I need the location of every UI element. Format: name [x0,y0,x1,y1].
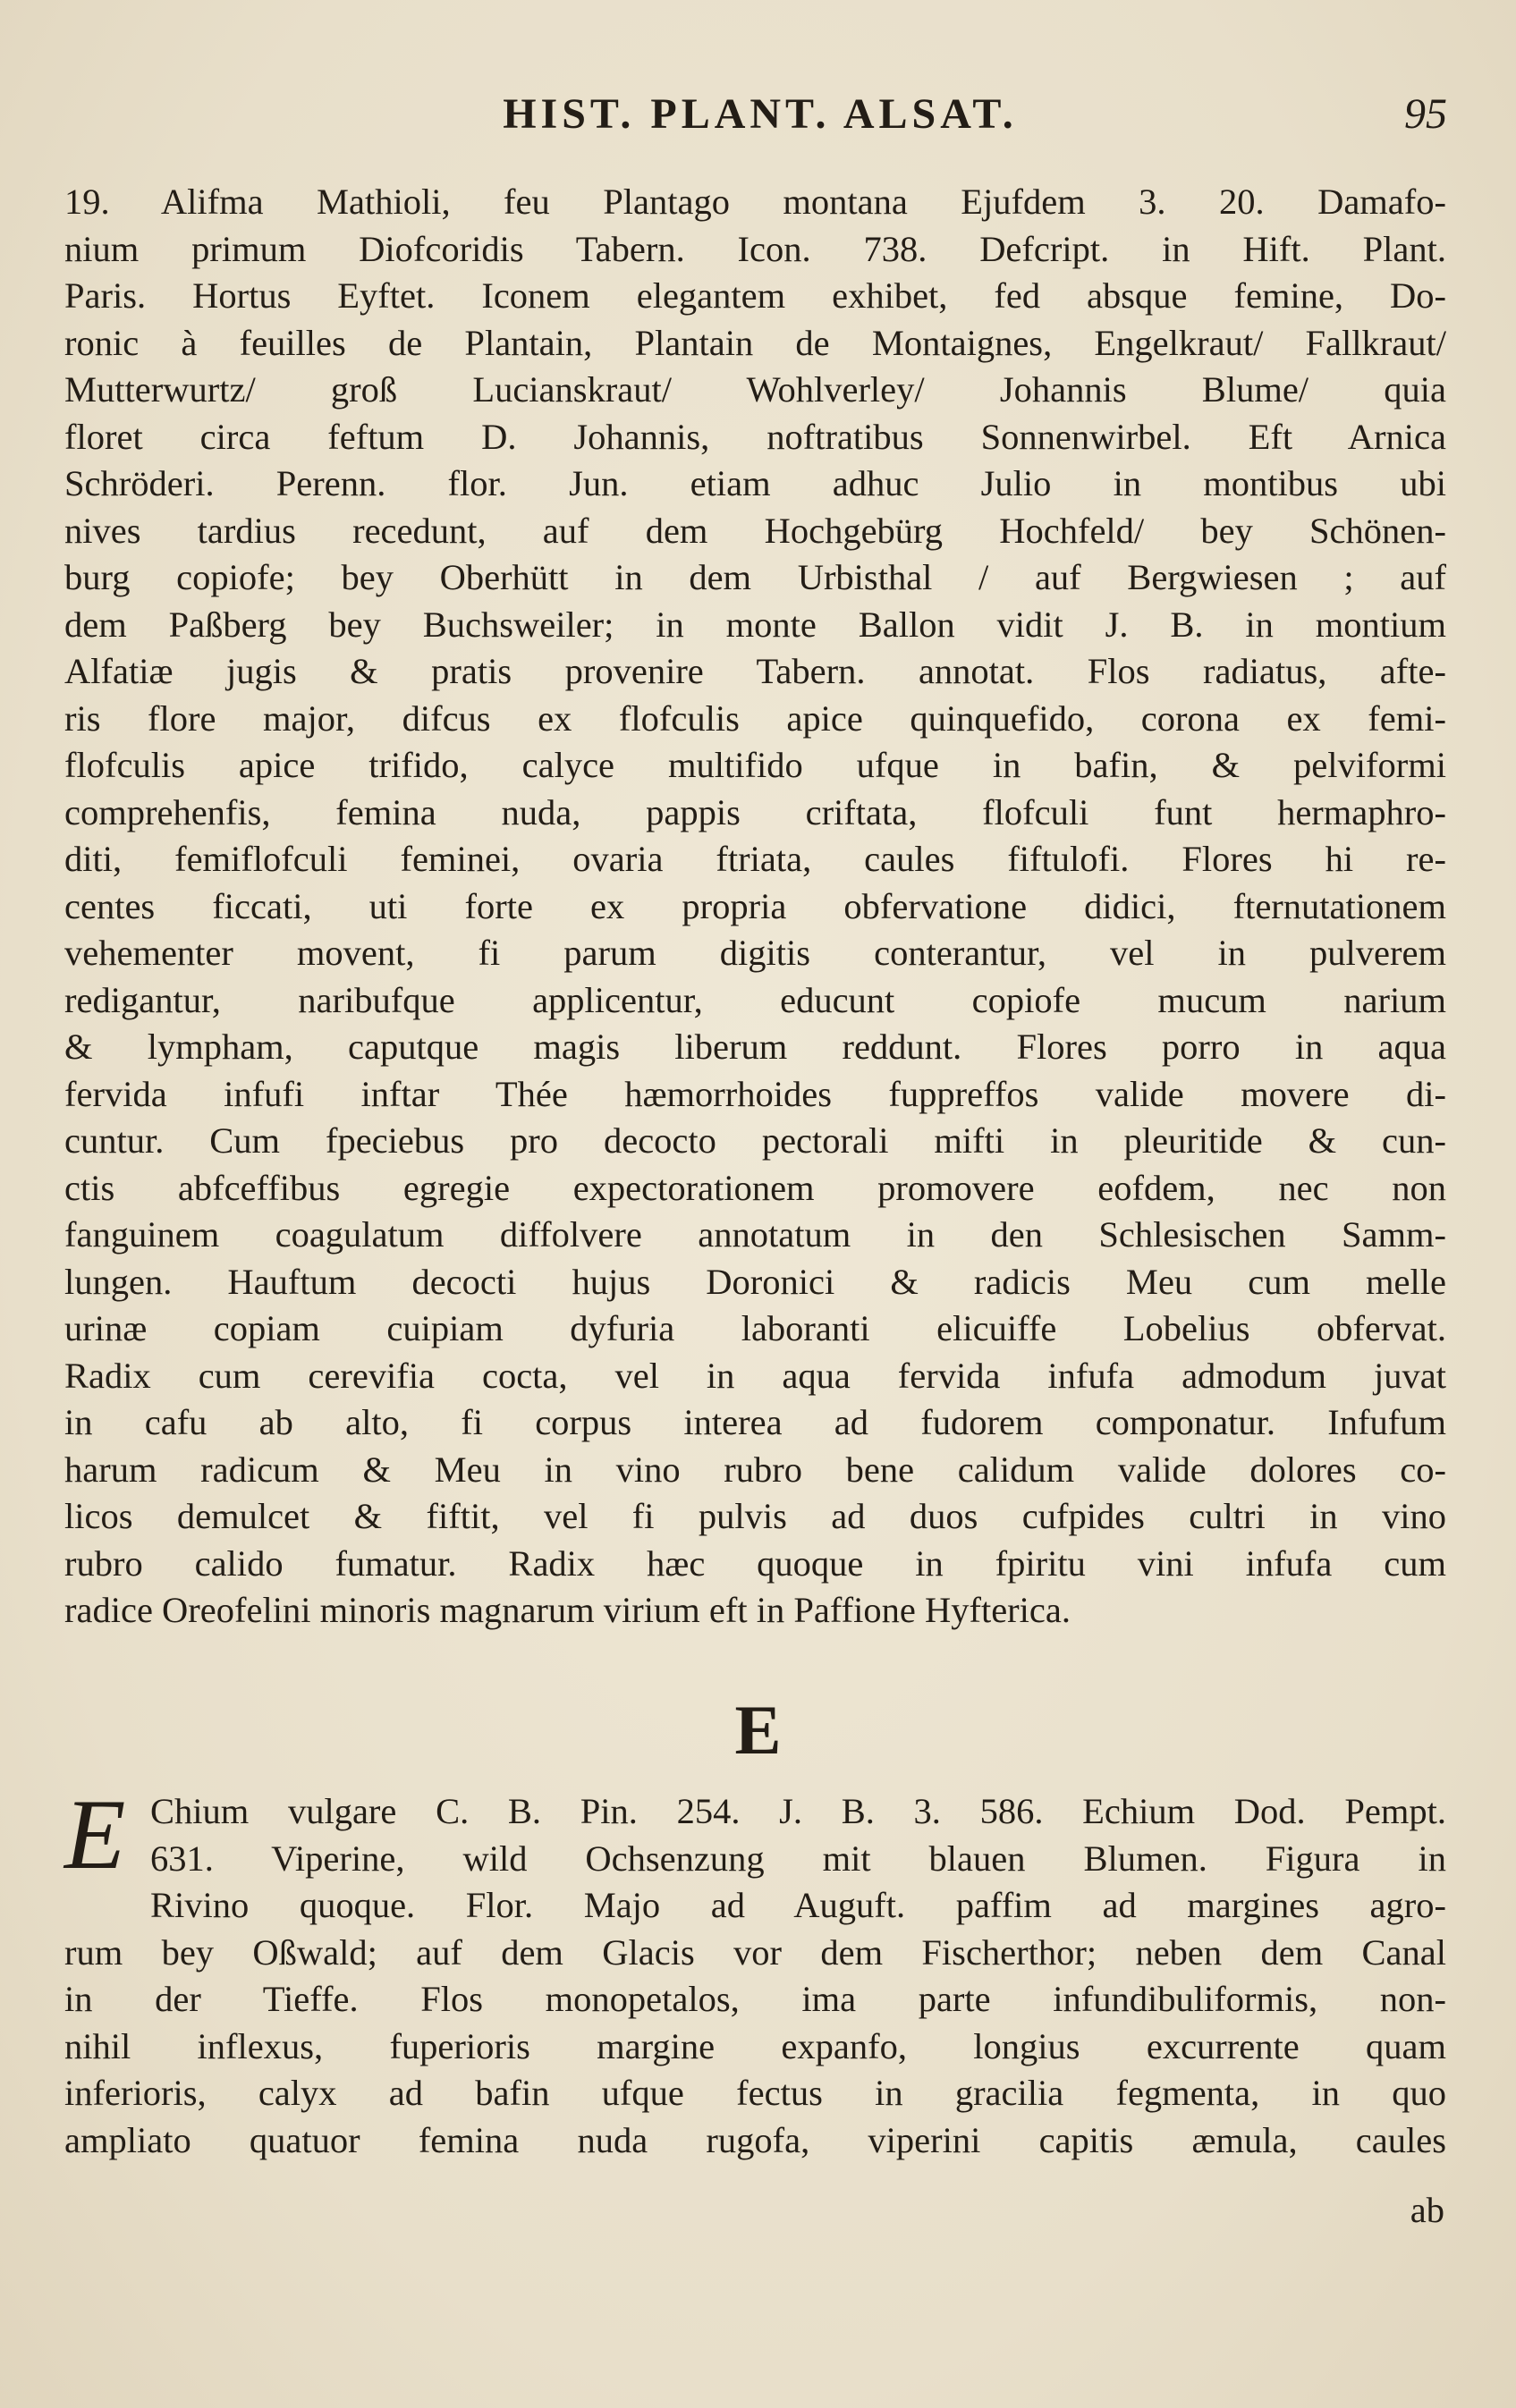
text-line: Mutterwurtz/ groß Lucianskraut/ Wohlverley/ Johannis Blume/ quia [64,369,1446,410]
text-line: & lympham, caputque magis liberum reddunt. Flores porro in aqua [64,1027,1446,1067]
text-line: rum bey Oßwald; auf dem Glacis vor dem Fischerthor; neben dem Canal [64,1931,1446,1973]
text-line: dem Paßberg bey Buchsweiler; in monte Ballon vidit J. B. in montium [64,604,1446,645]
text-line: fanguinem coagulatum diffolvere annotatum in den Schlesischen Samm- [64,1214,1446,1255]
catchword: ab [1410,2190,1444,2230]
text-line: radice Oreofelini minoris magnarum virium eft in Paffione Hyfterica. [64,1590,1071,1630]
text-line: lungen. Hauftum decocti hujus Doronici & radicis Meu cum melle [64,1261,1446,1302]
text-line: Radix cum cerevifia cocta, vel in aqua fervida infufa admodum juvat [64,1355,1446,1396]
text-line: nives tardius recedunt, auf dem Hochgebürg Hochfeld/ bey Schönen- [64,510,1446,551]
text-line: centes ficcati, uti forte ex propria obfervatione didici, fternutationem [64,885,1446,926]
running-title: HIST. PLANT. ALSAT. [503,90,1018,138]
text-line: vehementer movent, fi parum digitis conterantur, vel in pulverem [64,933,1446,973]
text-line: ctis abfceffibus egregie expectorationem promovere eofdem, nec non [64,1167,1446,1208]
text-line: nihil inflexus, fuperioris margine expanfo, longius excurrente quam [64,2025,1446,2066]
text-line: Schröderi. Perenn. flor. Jun. etiam adhuc Julio in montibus ubi [64,463,1446,503]
text-line: harum radicum & Meu in vino rubro bene calidum valide dolores co- [64,1449,1446,1490]
text-line: 631. Viperine, wild Ochsenzung mit blauen Blumen. Figura in [150,1838,1446,1879]
text-line: Rivino quoque. Flor. Majo ad Auguft. paffim ad margines agro- [150,1885,1446,1925]
drop-cap: E [64,1779,126,1890]
main-text-block [64,179,1446,1635]
page-number: 95 [1404,90,1447,138]
text-line: burg copiofe; bey Oberhütt in dem Urbisthal / auf Bergwiesen ; auf [64,557,1446,597]
echium-entry [64,1779,1446,2164]
text-line: licos demulcet & fiftit, vel fi pulvis ad duos cufpides cultri in vino [64,1496,1446,1536]
text-line: urinæ copiam cuipiam dyfuria laboranti elicuiffe Lobelius obfervat. [64,1308,1446,1348]
text-line: 19. Alifma Mathioli, feu Plantago montana Ejufdem 3. 20. Damafo- [64,182,1446,222]
text-line: ronic à feuilles de Plantain, Plantain de Montaignes, Engelkraut/ Fallkraut/ [64,322,1446,363]
section-letter-heading: E [734,1691,782,1769]
running-head [63,89,1458,143]
text-line: diti, femiflofculi feminei, ovaria ftriata, caules fiftulofi. Flores hi re- [64,839,1446,879]
text-line: in der Tieffe. Flos monopetalos, ima parte infundibuliformis, non- [64,1979,1446,2019]
text-line: Chium vulgare C. B. Pin. 254. J. B. 3. 586. Echium Dod. Pempt. [150,1791,1446,1831]
text-line: floret circa feftum D. Johannis, noftratibus Sonnenwirbel. Eft Arnica [64,416,1446,457]
text-line: Alfatiæ jugis & pratis provenire Tabern. annotat. Flos radiatus, afte- [64,651,1446,691]
text-line: comprehenfis, femina nuda, pappis criftata, flofculi funt hermaphro- [64,791,1446,832]
text-line: cuntur. Cum fpeciebus pro decocto pectorali mifti in pleuritide & cun- [64,1120,1446,1161]
text-line: redigantur, naribufque applicentur, educunt copiofe mucum narium [64,979,1446,1020]
text-line: in cafu ab alto, fi corpus interea ad fudorem componatur. Infufum [64,1402,1446,1442]
text-line: nium primum Diofcoridis Tabern. Icon. 738. Defcript. in Hift. Plant. [64,228,1446,269]
text-line: ris flore major, difcus ex flofculis apice quinquefido, corona ex femi- [64,697,1446,739]
text-line: fervida infufi inftar Thée hæmorrhoides fuppreffos valide movere di- [64,1073,1446,1114]
text-line: ampliato quatuor femina nuda rugofa, viperini capitis æmula, caules [64,2119,1446,2160]
text-line: rubro calido fumatur. Radix hæc quoque in fpiritu vini infufa cum [64,1542,1446,1584]
text-line: inferioris, calyx ad bafin ufque fectus in gracilia fegmenta, in quo [64,2073,1446,2113]
text-line: flofculis apice trifido, calyce multifido ufque in bafin, & pelviformi [64,745,1446,785]
text-line: Paris. Hortus Eyftet. Iconem elegantem exhibet, fed absque femine, Do- [64,275,1446,316]
